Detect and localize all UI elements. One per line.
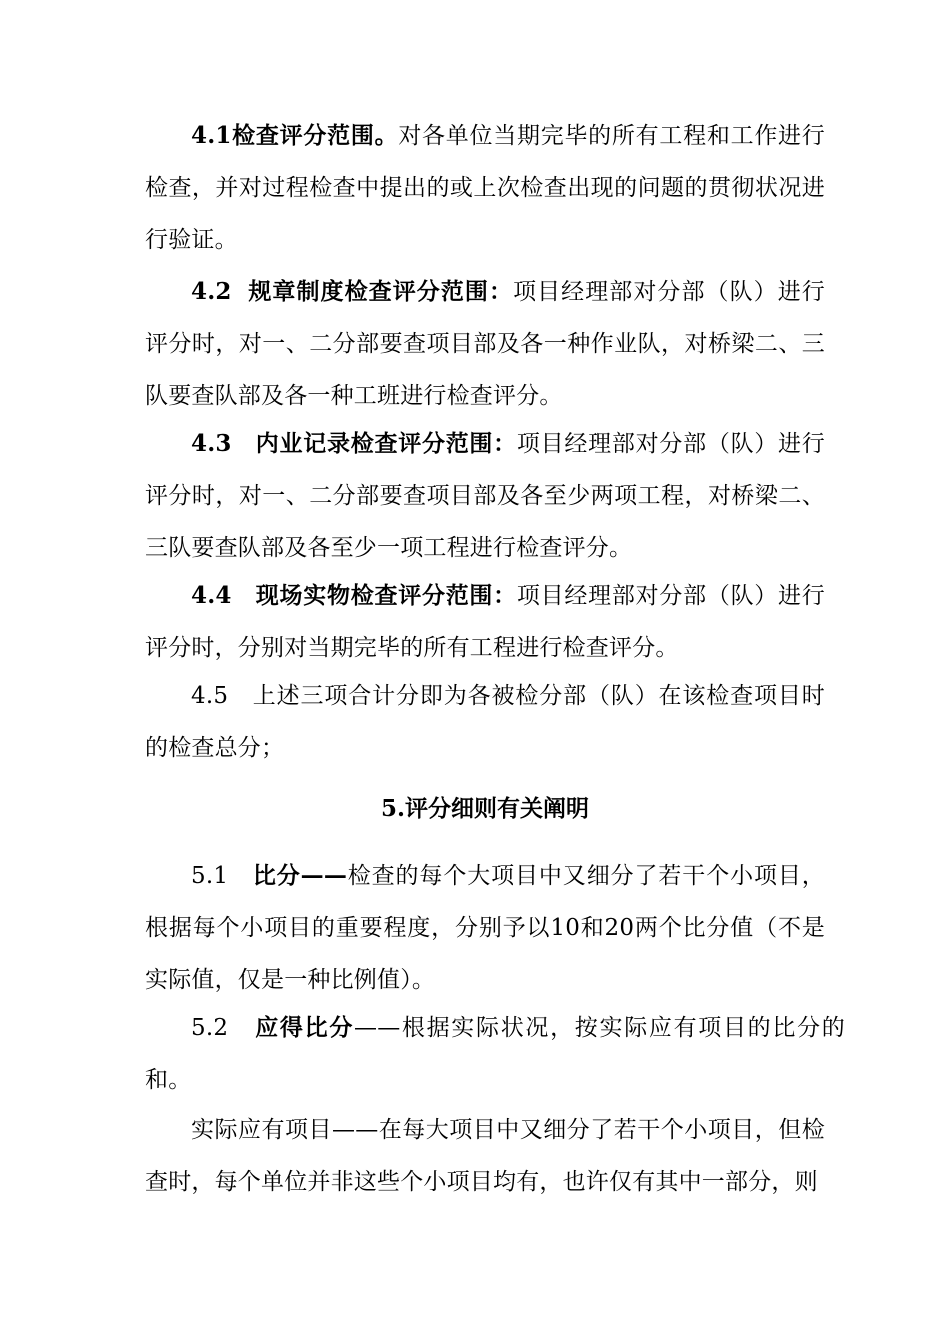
section-4-2-num: 4.2 (191, 278, 232, 305)
item-5-1-title: 比分—— (252, 862, 348, 889)
section-4-2 (145, 266, 825, 422)
closing-paragraph: 实际应有项目——在每大项目中又细分了若干个小项目，但检查时，每个单位并非这些个小项目均有，也许仅有其中一部分，则 (145, 1117, 825, 1195)
section-4-5-num: 4.5 (191, 683, 229, 709)
section-4-1-num: 4.1 (191, 122, 232, 149)
section-4-1-title: 检查评分范围。 (231, 122, 399, 149)
heading-section-5: 5.评分细则有关阐明 (380, 795, 589, 822)
section-4-3-title: 内业记录检查评分范围： (255, 430, 517, 457)
section-4-4-num: 4.4 (191, 582, 232, 609)
section-4-2-title: 规章制度检查评分范围： (248, 278, 514, 305)
item-5-2-num: 5.2 (191, 1015, 229, 1041)
item-5-2 (145, 1002, 845, 1106)
section-4-3 (145, 418, 825, 574)
section-4-1-body: 对各单位当期完毕的所有工程和工作进行检查，并对过程检查中提出的或上次检查出现的问题的贯彻状况进行验证。 (145, 123, 825, 253)
section-4-4-body: 项目经理部对分部（队）进行评分时，分别对当期完毕的所有工程进行检查评分。 (145, 583, 825, 661)
section-4-5 (145, 670, 825, 774)
item-5-1-num: 5.1 (191, 863, 229, 889)
section-4-2-body: 项目经理部对分部（队）进行评分时，对一、二分部要查项目部及各一种作业队，对桥梁二、三队要查队部及各一种工班进行检查评分。 (145, 279, 825, 409)
section-4-1 (145, 110, 825, 266)
section-4-4-title: 现场实物检查评分范围： (255, 582, 517, 609)
section-4-3-body: 项目经理部对分部（队）进行评分时，对一、二分部要查项目部及各至少两项工程，对桥梁二、三队要查队部及各至少一项工程进行检查评分。 (145, 431, 825, 561)
item-5-2-body: ——根据实际状况，按实际应有项目的比分的和。 (145, 1015, 845, 1093)
item-5-1-body: 检查的每个大项目中又细分了若干个小项目，根据每个小项目的重要程度，分别予以10和20两个比分值（不是实际值，仅是一种比例值）。 (145, 863, 825, 993)
item-5-2-title: 应得比分 (255, 1014, 355, 1041)
section-4-4 (145, 570, 825, 674)
section-4-3-num: 4.3 (191, 430, 232, 457)
item-5-1 (145, 850, 825, 1006)
section-4-5-body: 上述三项合计分即为各被检分部（队）在该检查项目时的检查总分； (145, 683, 825, 761)
